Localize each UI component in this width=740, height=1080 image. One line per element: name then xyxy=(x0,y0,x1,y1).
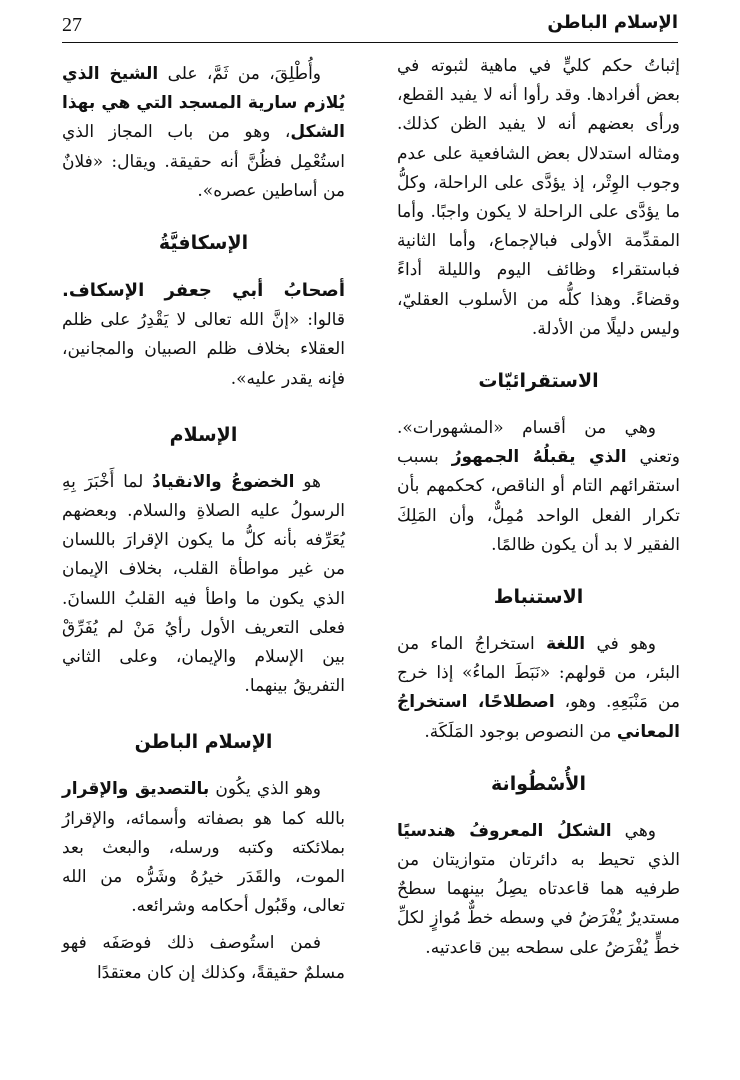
text-segment: وهي xyxy=(611,820,656,841)
running-title: الإسلام الباطن xyxy=(547,12,678,33)
paragraph-istiqraiyyat xyxy=(397,414,680,560)
heading-ustuwana: الأُسْطُوانة xyxy=(491,772,586,795)
text-segment: استخراجُ الماء من البئر، من قولهم: «نَبَطَ الماءُ» إذا خرج من مَنْبَعِهِ. وهو، xyxy=(397,634,681,713)
paragraph-istinbat xyxy=(397,630,680,747)
text-segment: من النصوص بوجود المَلَكَة. xyxy=(424,721,617,742)
paragraph-iskafiyya xyxy=(62,276,345,394)
heading-istinbat: الاستنباط xyxy=(493,586,584,609)
left-column xyxy=(62,60,345,988)
paragraph-islam xyxy=(62,468,345,702)
page-number: 27 xyxy=(62,14,82,36)
heading-islam-batin: الإسلام الباطن xyxy=(134,731,273,754)
bold-term: أصحابُ أبي جعفر الإسكاف. xyxy=(62,280,345,302)
heading-islam: الإسلام xyxy=(169,423,238,446)
text-segment: وهو في xyxy=(585,634,657,655)
paragraph-ustuwana xyxy=(397,817,680,963)
text-segment: بسبب استقرائهم التام أو الناقص، كحكمهم بأن تكرار الفعل الواحد مُمِلٌّ، وأن المَلِكَ الفقير لا بد أن يكون ظالمًا. xyxy=(397,447,680,555)
text-segment: ، وهو من باب المجاز الذي استُعْمِل فظُنَّ أنه حقيقة. ويقال: «فلانٌ من أساطين عصره». xyxy=(62,122,345,201)
bold-term: الشيخ الذي يُلازم سارية المسجد التي هي بهذا الشكل xyxy=(62,64,345,143)
text-segment: لما أَخْبَرَ بِهِ الرسولُ عليه الصلاةِ والسلام. وبعضهم يُعَرِّفه بأنه كلُّ ما يكون الإقرارَ باللسان من غير مواطأة القلب، بخلاف الإيمان الذي يكون ما واطأ فيه القلبُ اللسانَ. فعلى التعريف الأول رأيُ مَنْ لم يُفَرِّقْ بين الإسلام والإيمان، وعلى الثاني التفريقُ بينهما. xyxy=(62,471,345,697)
text-segment: وهي من أقسام «المشهورات». وتعني xyxy=(397,418,680,468)
right-column xyxy=(397,52,680,963)
text-segment: وأُطْلِقَ، من ثَمَّ، على xyxy=(158,64,322,84)
heading-istiqraiyyat: الاستقرائيّات xyxy=(478,370,599,393)
text-segment: بالله كما هو بصفاته وأسمائه، والإقرارُ بملائكته وكتبه ورسله، والبعث بعد الموت، والقَدَر خيرُهُ وشَرُّه من الله تعالى، وقَبُول أحكامه وشرائعه. xyxy=(62,808,345,917)
bold-term: اللغة xyxy=(546,634,586,655)
text-segment: قالوا: «إنَّ الله تعالى لا يَقْدِرُ على ظلم العقلاء بخلاف ظلم الصبيان والمجانين، فإنه يقدر عليه». xyxy=(62,310,345,389)
text-segment: هو xyxy=(294,471,321,492)
paragraph-islam-batin xyxy=(62,775,345,921)
paragraph-continuation: إثباتُ حكم كليٍّ في ماهية لثبوته في بعض أفرادها. وقد رأوا أنه لا يفيد القطع، ورأى بعضهم أنه لا يفيد الظن كذلك. ومثاله استدلال بعض الشافعية على عدم وجوب الوِتْر، إذ يؤدَّى على الراحلة، وكلُّ ما يؤدَّى على الراحلة لا يكون واجبًا. وأما المقدِّمة الأولى فبالإجماع، وأما الثانية فباستقراء وظائف اليوم والليلة أداءً وقضاءً. وهذا كلُّه من الأسلوب العقليّ، وليس دليلًا من الأدلة. xyxy=(397,56,680,339)
paragraph-islam-batin-2: فمن استُوصف ذلك فوصَفَه فهو مسلمٌ حقيقةً، وكذلك إن كان معتقدًا xyxy=(62,933,345,983)
bold-term: بالتصديق والإقرار xyxy=(62,779,210,800)
bold-term: اصطلاحًا، استخراجُ المعاني xyxy=(397,692,680,742)
bold-term: الذي يقبلُهُ الجمهورُ xyxy=(451,447,627,468)
text-segment: الذي تحيط به دائرتان متوازيتان من طرفيه هما قاعدتاه يصِلُ بينهما سطحٌ مستديرٌ يُفْرَضُ في وسطه خطٌّ مُوازٍ لكلِّ خطٍّ يُفْرَضُ على سطحه بين قاعدتيه. xyxy=(397,850,680,958)
text-segment: وهو الذي يكُون xyxy=(209,779,321,800)
paragraph-ustuwana-continued xyxy=(62,60,345,206)
heading-iskafiyya: الإسكافيَّةُ xyxy=(158,232,249,255)
bold-term: الشكلُ المعروفُ هندسيًا xyxy=(397,820,612,841)
running-head xyxy=(62,10,678,43)
bold-term: الخضوعُ والانقيادُ xyxy=(152,471,295,492)
